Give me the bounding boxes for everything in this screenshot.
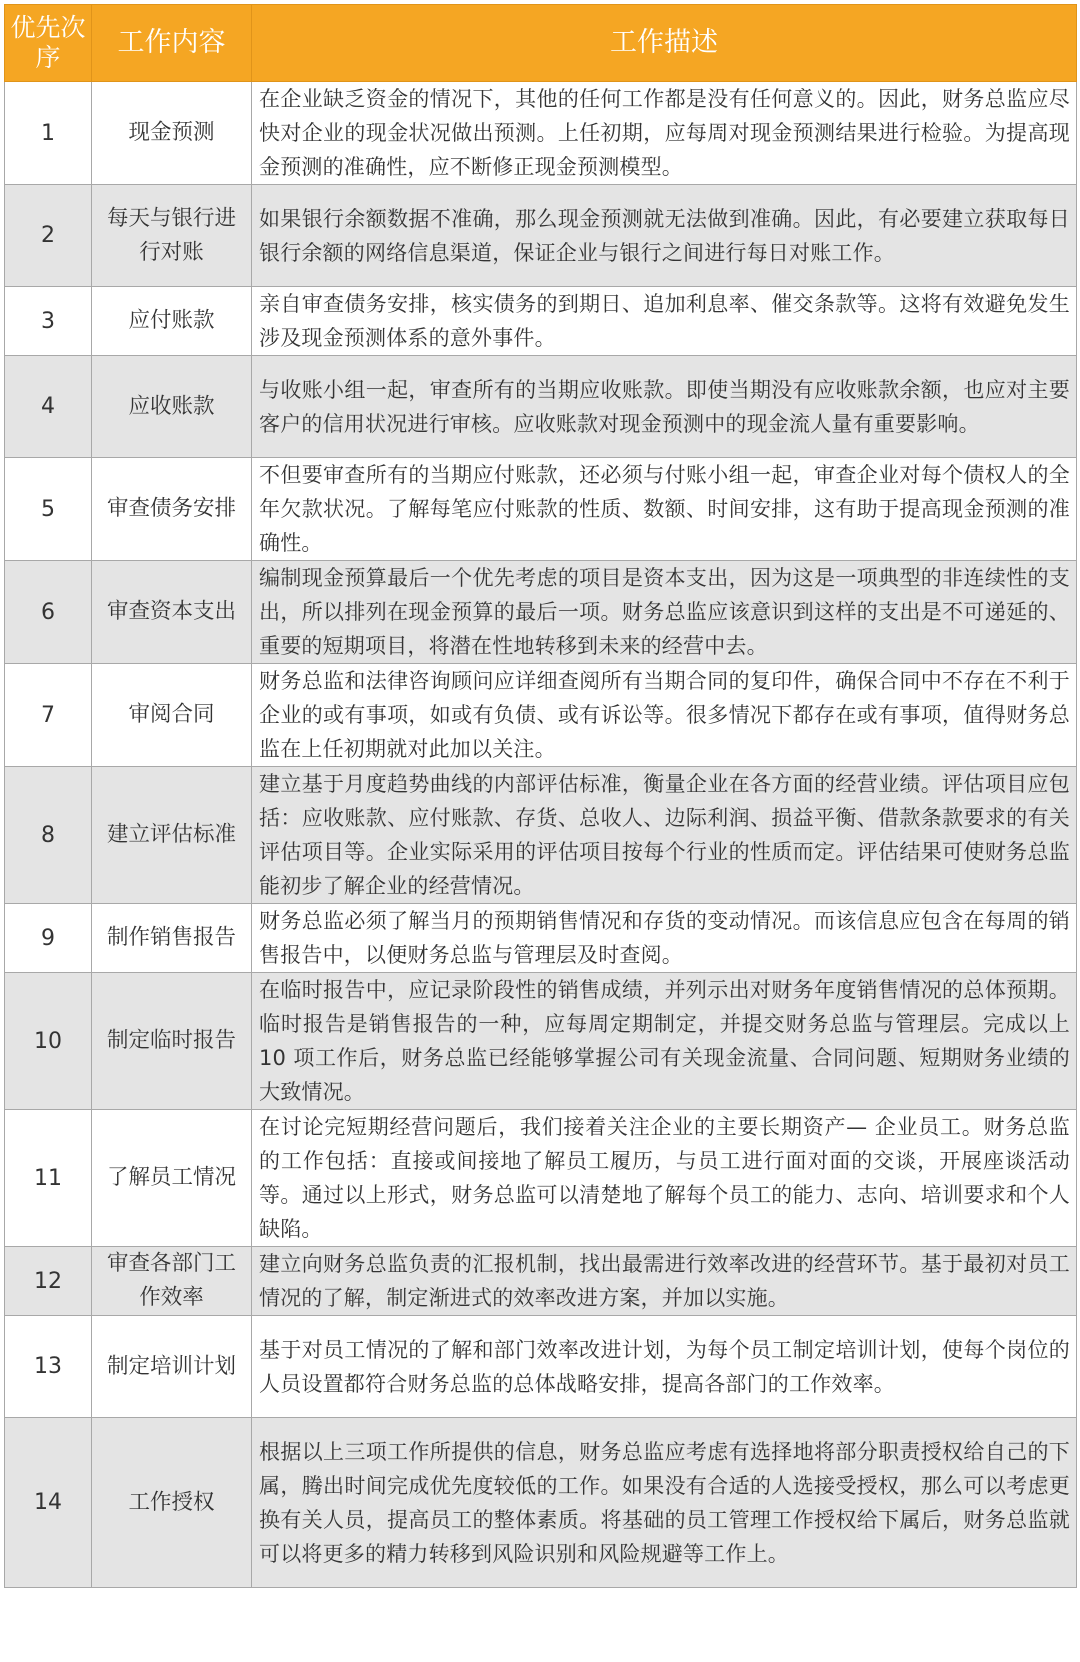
table-row <box>5 767 1077 904</box>
row-task: 现金预测 <box>92 82 252 185</box>
row-priority: 8 <box>5 767 92 904</box>
table-row <box>5 904 1077 973</box>
table-row <box>5 82 1077 185</box>
table-row <box>5 1418 1077 1588</box>
row-priority: 5 <box>5 458 92 561</box>
row-task: 审查债务安排 <box>92 458 252 561</box>
row-description: 财务总监必须了解当月的预期销售情况和存货的变动情况。而该信息应包含在每周的销售报告中，以便财务总监与管理层及时查阅。 <box>252 904 1077 973</box>
table-row <box>5 287 1077 356</box>
row-priority: 7 <box>5 664 92 767</box>
row-description: 建立基于月度趋势曲线的内部评估标准，衡量企业在各方面的经营业绩。评估项目应包括：应收账款、应付账款、存货、总收人、边际利润、损益平衡、借款条款要求的有关评估项目等。企业实际采用的评估项目按每个行业的性质而定。评估结果可使财务总监能初步了解企业的经营情况。 <box>252 767 1077 904</box>
row-task: 制定培训计划 <box>92 1316 252 1418</box>
row-description: 在临时报告中，应记录阶段性的销售成绩，并列示出对财务年度销售情况的总体预期。临时报告是销售报告的一种，应每周定期制定，并提交财务总监与管理层。完成以上 10 项工作后，财务总监已经能够掌握公司有关现金流量、合同问题、短期财务业绩的大致情况。 <box>252 973 1077 1110</box>
row-description: 在讨论完短期经营问题后，我们接着关注企业的主要长期资产— 企业员工。财务总监的工作包括：直接或间接地了解员工履历，与员工进行面对面的交谈，开展座谈活动等。通过以上形式，财务总监可以清楚地了解每个员工的能力、志向、培训要求和个人缺陷。 <box>252 1110 1077 1247</box>
table-row <box>5 1316 1077 1418</box>
row-description: 根据以上三项工作所提供的信息，财务总监应考虑有选择地将部分职责授权给自己的下属，腾出时间完成优先度较低的工作。如果没有合适的人选接受授权，那么可以考虑更换有关人员，提高员工的整体素质。将基础的员工管理工作授权给下属后，财务总监就可以将更多的精力转移到风险识别和风险规避等工作上。 <box>252 1418 1077 1588</box>
row-task: 建立评估标准 <box>92 767 252 904</box>
row-task: 制作销售报告 <box>92 904 252 973</box>
row-task: 应付账款 <box>92 287 252 356</box>
row-priority: 10 <box>5 973 92 1110</box>
table-row <box>5 1247 1077 1316</box>
row-description: 在企业缺乏资金的情况下，其他的任何工作都是没有任何意义的。因此，财务总监应尽快对企业的现金状况做出预测。上任初期，应每周对现金预测结果进行检验。为提高现金预测的准确性，应不断修正现金预测模型。 <box>252 82 1077 185</box>
table-row <box>5 356 1077 458</box>
table-row <box>5 185 1077 287</box>
row-task: 制定临时报告 <box>92 973 252 1110</box>
row-task: 应收账款 <box>92 356 252 458</box>
row-priority: 9 <box>5 904 92 973</box>
header-priority: 优先次序 <box>5 5 92 82</box>
row-description: 财务总监和法律咨询顾问应详细查阅所有当期合同的复印件，确保合同中不存在不利于企业的或有事项，如或有负债、或有诉讼等。很多情况下都存在或有事项，值得财务总监在上任初期就对此加以关注。 <box>252 664 1077 767</box>
priority-table <box>4 4 1077 1588</box>
table-row <box>5 664 1077 767</box>
row-task: 审查各部门工作效率 <box>92 1247 252 1316</box>
row-priority: 14 <box>5 1418 92 1588</box>
table-row <box>5 1110 1077 1247</box>
row-task: 审查资本支出 <box>92 561 252 664</box>
table-row <box>5 458 1077 561</box>
header-content: 工作内容 <box>92 5 252 82</box>
row-task: 了解员工情况 <box>92 1110 252 1247</box>
row-description: 不但要审查所有的当期应付账款，还必须与付账小组一起，审查企业对每个债权人的全年欠款状况。了解每笔应付账款的性质、数额、时间安排，这有助于提高现金预测的准确性。 <box>252 458 1077 561</box>
row-description: 亲自审查债务安排，核实债务的到期日、追加利息率、催交条款等。这将有效避免发生涉及现金预测体系的意外事件。 <box>252 287 1077 356</box>
row-priority: 1 <box>5 82 92 185</box>
row-description: 建立向财务总监负责的汇报机制，找出最需进行效率改进的经营环节。基于最初对员工情况的了解，制定渐进式的效率改进方案，并加以实施。 <box>252 1247 1077 1316</box>
row-description: 基于对员工情况的了解和部门效率改进计划，为每个员工制定培训计划，使每个岗位的人员设置都符合财务总监的总体战略安排，提高各部门的工作效率。 <box>252 1316 1077 1418</box>
row-task: 工作授权 <box>92 1418 252 1588</box>
row-task: 每天与银行进行对账 <box>92 185 252 287</box>
header-description: 工作描述 <box>252 5 1077 82</box>
row-description: 如果银行余额数据不准确，那么现金预测就无法做到准确。因此，有必要建立获取每日银行余额的网络信息渠道，保证企业与银行之间进行每日对账工作。 <box>252 185 1077 287</box>
row-priority: 13 <box>5 1316 92 1418</box>
table-header-row <box>5 5 1077 82</box>
row-priority: 4 <box>5 356 92 458</box>
row-description: 编制现金预算最后一个优先考虑的项目是资本支出，因为这是一项典型的非连续性的支出，所以排列在现金预算的最后一项。财务总监应该意识到这样的支出是不可递延的、重要的短期项目，将潜在性地转移到未来的经营中去。 <box>252 561 1077 664</box>
row-priority: 2 <box>5 185 92 287</box>
row-priority: 3 <box>5 287 92 356</box>
priority-table-container <box>4 4 1076 1588</box>
table-row <box>5 973 1077 1110</box>
row-priority: 6 <box>5 561 92 664</box>
table-row <box>5 561 1077 664</box>
row-priority: 11 <box>5 1110 92 1247</box>
row-description: 与收账小组一起，审查所有的当期应收账款。即使当期没有应收账款余额，也应对主要客户的信用状况进行审核。应收账款对现金预测中的现金流人量有重要影响。 <box>252 356 1077 458</box>
row-priority: 12 <box>5 1247 92 1316</box>
row-task: 审阅合同 <box>92 664 252 767</box>
